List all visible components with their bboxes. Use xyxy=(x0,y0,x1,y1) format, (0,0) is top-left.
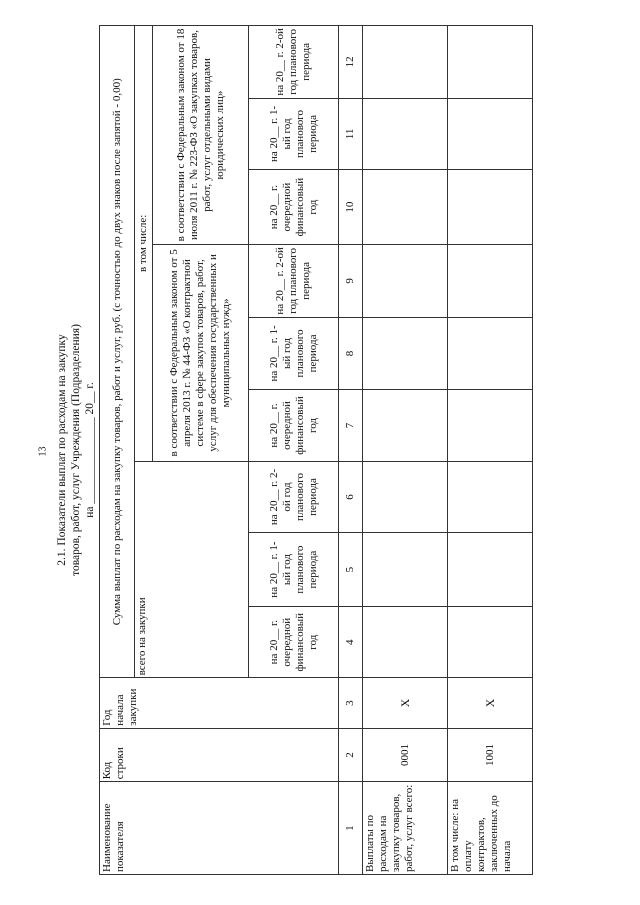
value-cell xyxy=(363,26,448,99)
period-current-44fz: на 20__ г. очередной финансовый год xyxy=(249,390,339,461)
page-number: 13 xyxy=(37,446,49,457)
row-name: Выплаты по расходам на закупку товаров, работ, услуг всего: xyxy=(363,782,448,875)
period-first-total: на 20__ г. 1-ый год планового периода xyxy=(249,533,339,607)
col-number: 9 xyxy=(339,245,363,318)
purchase-payments-table xyxy=(99,25,533,875)
value-cell xyxy=(363,606,448,677)
col-number: 10 xyxy=(339,170,363,245)
col-number: 1 xyxy=(339,782,363,875)
row-code: 0001 xyxy=(363,728,448,782)
header-code: Код строки xyxy=(100,728,339,782)
header-law-223fz: в соответствии с Федеральным законом от 18 июля 2011 г. № 223-ФЗ «О закупках товаров, работ, услуг отдельными видами юридических лиц» xyxy=(153,26,249,245)
value-cell xyxy=(363,317,448,390)
value-cell xyxy=(363,245,448,318)
header-year: Год начала закупки xyxy=(100,678,339,728)
value-cell xyxy=(448,606,533,677)
row-code: 1001 xyxy=(448,728,533,782)
value-cell xyxy=(448,390,533,461)
col-number: 4 xyxy=(339,606,363,677)
header-name: Наименование показателя xyxy=(100,782,339,875)
col-number: 7 xyxy=(339,390,363,461)
column-numbers-row xyxy=(339,26,363,875)
value-cell xyxy=(448,317,533,390)
table-row xyxy=(448,26,533,875)
period-second-223fz: на 20__ г. 2-ой год планового периода xyxy=(249,26,339,99)
row-year: X xyxy=(363,678,448,728)
row-name: В том числе: на оплату контрактов, заключенных до начала xyxy=(448,782,533,875)
period-second-44fz: на 20__ г. 2-ой год планового периода xyxy=(249,245,339,318)
value-cell xyxy=(448,98,533,169)
value-cell xyxy=(448,461,533,532)
value-cell xyxy=(363,390,448,461)
col-number: 2 xyxy=(339,728,363,782)
period-first-223fz: на 20__ г. 1-ый год планового периода xyxy=(249,98,339,169)
document-heading xyxy=(55,25,97,875)
header-sum: Сумма выплат по расходам на закупку товаров, работ и услуг, руб. (с точностью до двух знаков после запятой - 0,00) xyxy=(100,26,135,678)
col-number: 3 xyxy=(339,678,363,728)
rotated-page-content xyxy=(55,25,640,875)
col-number: 6 xyxy=(339,461,363,532)
header-including: в том числе: xyxy=(135,26,153,462)
header-law-44fz: в соответствии с Федеральным законом от 5 апреля 2013 г. № 44-ФЗ «О контрактной системе в сфере закупок товаров, работ, услуг для обеспечения государственных и муниципальных нужд» xyxy=(153,245,249,462)
period-second-total: на 20__ г. 2-ой год планового периода xyxy=(249,461,339,532)
value-cell xyxy=(363,170,448,245)
value-cell xyxy=(448,170,533,245)
value-cell xyxy=(363,461,448,532)
table-row xyxy=(363,26,448,875)
col-number: 8 xyxy=(339,317,363,390)
heading-line-3: на _______________ 20__ г. xyxy=(84,382,96,518)
heading-line-1: 2.1. Показатели выплат по расходам на закупку xyxy=(56,334,68,566)
period-current-total: на 20__ г. очередной финансовый год xyxy=(249,606,339,677)
col-number: 11 xyxy=(339,98,363,169)
value-cell xyxy=(448,533,533,607)
header-total: всего на закупки xyxy=(135,461,249,678)
row-year: X xyxy=(448,678,533,728)
col-number: 5 xyxy=(339,533,363,607)
heading-line-2: товаров, работ, услуг Учреждения (Подразделения) xyxy=(70,324,82,576)
value-cell xyxy=(363,98,448,169)
value-cell xyxy=(448,26,533,99)
value-cell xyxy=(448,245,533,318)
value-cell xyxy=(363,533,448,607)
period-current-223fz: на 20__ г. очередной финансовый год xyxy=(249,170,339,245)
period-first-44fz: на 20__ г. 1-ый год планового периода xyxy=(249,317,339,390)
col-number: 12 xyxy=(339,26,363,99)
